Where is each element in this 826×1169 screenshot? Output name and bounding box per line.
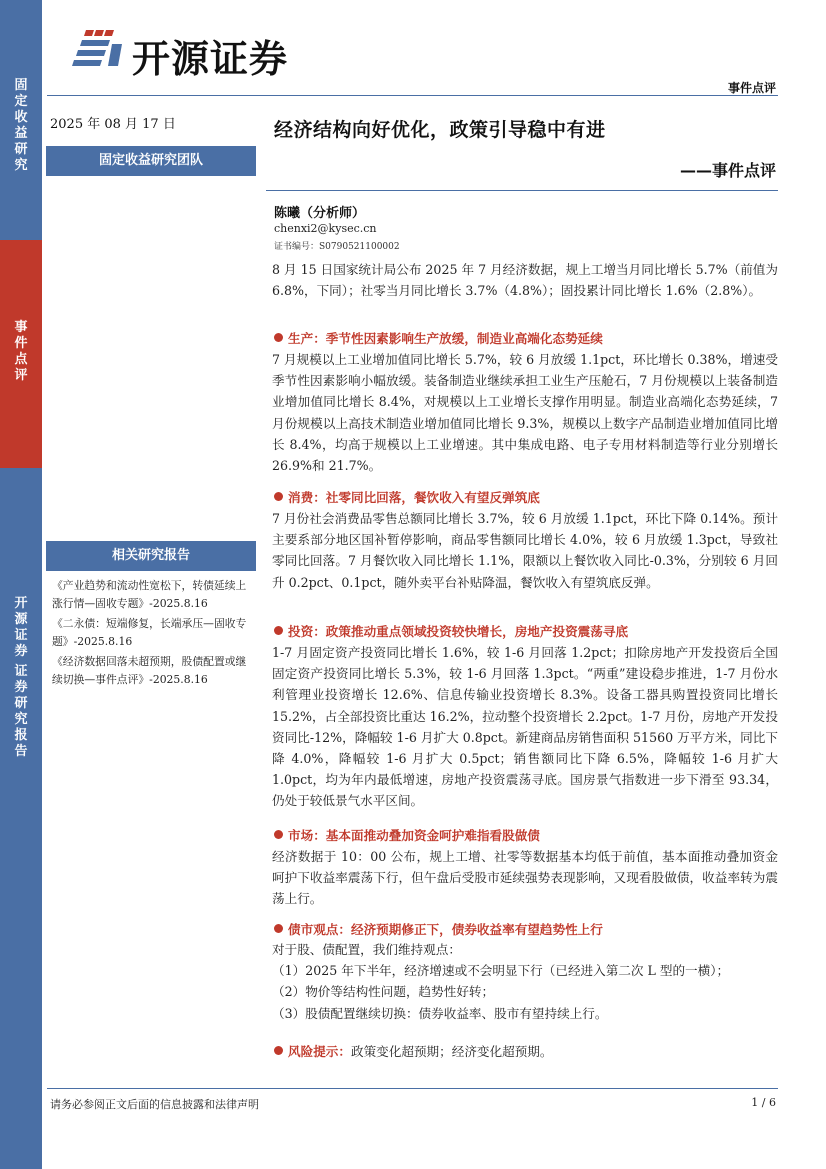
related-report-link[interactable]: 《产业趋势和流动性宽松下，转债延续上涨行情—固收专题》-2025.8.16 xyxy=(52,579,247,610)
bullet-icon xyxy=(274,1046,283,1055)
related-report-link[interactable]: 《经济数据回落未超预期，股债配置或继续切换—事件点评》-2025.8.16 xyxy=(52,655,247,686)
section-body-production: 7 月规模以上工业增加值同比增长 5.7%，较 6 月放缓 1.1pct，环比增长 0.38%，增速受季节性因素影响小幅放缓。装备制造业继续承担工业生产压舱石，7 月份规模以上装备制造业增加值同比增长 8.4%，对规模以上工业增长支撑作用明显。制造业高端化态势延续，7 月份规模以上高技术制造业增加值同比增长 9.3%，规模以上数字产品制造业增加值同比增长 8.4%，均高于规模以上工业增速。其中集成电路、电子专用材料制造等行业分别增长 26.9%和 21.7%。 xyxy=(272,352,778,474)
sidebar-middle-label: 事 件 点 评 xyxy=(14,320,28,383)
section-heading-market: 市场：基本面推动叠加资金呵护难指看股做债 xyxy=(274,825,540,844)
sidebar-top-label: 固 定 收 益 研 究 xyxy=(14,78,28,173)
logo-mark-icon xyxy=(72,26,126,74)
sidebar-bottom-label-1: 开 源 证 券 xyxy=(14,596,28,659)
page-title: 经济结构向好优化，政策引导稳中有进 xyxy=(274,119,606,141)
page-subtitle: ——事件点评 xyxy=(679,161,776,180)
view-item: （3）股债配置继续切换：债券收益率、股市有望持续上行。 xyxy=(272,1005,608,1021)
bullet-icon xyxy=(274,626,283,635)
footer-disclaimer: 请务必参阅正文后面的信息披露和法律声明 xyxy=(50,1098,259,1111)
footer-rule xyxy=(47,1088,778,1089)
view-item: （1）2025 年下半年，经济增速或不会明显下行（已经进入第二次 L 型的一横）； xyxy=(272,963,730,979)
intro-paragraph: 8 月 15 日国家统计局公布 2025 年 7 月经济数据，规上工增当月同比增长 5.7%（前值为 6.8%，下同）；社零当月同比增长 3.7%（4.8%）；固投累计同比增长 1.6%（2.8%）。 xyxy=(272,262,778,299)
bullet-icon xyxy=(274,924,283,933)
sidebar-bottom-label-2: 证 券 研 究 报 告 xyxy=(14,664,28,759)
report-date: 2025 年 08 月 17 日 xyxy=(50,117,176,132)
author-cert: 证书编号：S0790521100002 xyxy=(274,242,400,252)
section-body-investment: 1-7 月固定资产投资同比增长 1.6%，较 1-6 月回落 1.2pct；扣除房地产开发投资后全国固定资产投资同比增长 5.3%，较 1-6 月回落 1.3pct。“两重”建设稳步推进，1-7 月份水利管理业投资增长 12.6%、信息传输业投资增长 8.3%。设备工器具购置投资同比增长 15.2%，占全部投资比重达 16.2%，拉动整个投资增长 2.2pct。1-7 月份，房地产开发投资同比-12%，降幅较 1-6 月扩大 0.8pct。新建商品房销售面积 51560 万平方米，同比下降 4.0%，降幅较 1-6 月扩大 0.5pct；销售额同比下降 6.5%，降幅较 1-6 月扩大 1.0pct，均为年内最低增速，房地产投资震荡寻底。国房景气指数进一步下滑至 93.34，仍处于较低景气水平区间。 xyxy=(272,645,778,809)
related-reports-banner: 相关研究报告 xyxy=(46,541,256,571)
brand-name: 开源证券 xyxy=(132,37,289,81)
section-body-market: 经济数据于 10：00 公布，规上工增、社零等数据基本均低于前值，基本面推动叠加资金呵护下收益率震荡下行，但午盘后受股市延续强势表现影响，又现看股做债，收益率转为震荡上行。 xyxy=(272,849,778,907)
related-reports-list xyxy=(52,577,252,691)
bullet-icon xyxy=(274,492,283,501)
section-heading-investment: 投资：政策推动重点领域投资较快增长，房地产投资震荡寻底 xyxy=(274,621,628,640)
header-rule xyxy=(47,95,778,96)
section-heading-consumption: 消费：社零同比回落，餐饮收入有望反弹筑底 xyxy=(274,487,540,506)
view-item: （2）物价等结构性问题，趋势性好转； xyxy=(272,984,495,1000)
page-number: 1 / 6 xyxy=(751,1096,776,1109)
report-category: 事件点评 xyxy=(727,81,776,95)
section-body-bond-view: 对于股、债配置，我们维持观点： （1）2025 年下半年，经济增速或不会明显下行（已经进入第二次 L 型的一横）； （2）物价等结构性问题，趋势性好转； （3）股债配置继续切换：债券收益率、股市有望持续上行。 xyxy=(272,939,778,1024)
risk-note: 风险提示：政策变化超预期；经济变化超预期。 xyxy=(274,1041,552,1060)
bullet-icon xyxy=(274,830,283,839)
title-rule xyxy=(266,190,778,191)
company-logo xyxy=(72,26,322,81)
team-banner: 固定收益研究团队 xyxy=(46,146,256,176)
related-report-link[interactable]: 《二永债：短端修复，长端承压—固收专题》-2025.8.16 xyxy=(52,617,247,648)
left-sidebar xyxy=(0,0,42,1169)
section-heading-production: 生产：季节性因素影响生产放缓，制造业高端化态势延续 xyxy=(274,328,603,347)
bullet-icon xyxy=(274,333,283,342)
author-name: 陈曦（分析师） xyxy=(274,206,366,221)
section-heading-bond-view: 债市观点：经济预期修正下，债券收益率有望趋势性上行 xyxy=(274,919,603,938)
author-email: chenxi2@kysec.cn xyxy=(274,222,377,235)
section-body-consumption: 7 月份社会消费品零售总额同比增长 3.7%，较 6 月放缓 1.1pct，环比下降 0.14%。预计主要系部分地区国补暂停影响，商品零售额同比增长 4.0%，较 6 月放缓 1.3pct，导致社零同比回落。7 月餐饮收入同比增长 1.1%，限额以上餐饮收入同比-0.3%，分别较 6 月回升 0.2pct、0.1pct，随外卖平台补贴降温，餐饮收入有望筑底反弹。 xyxy=(272,511,778,590)
